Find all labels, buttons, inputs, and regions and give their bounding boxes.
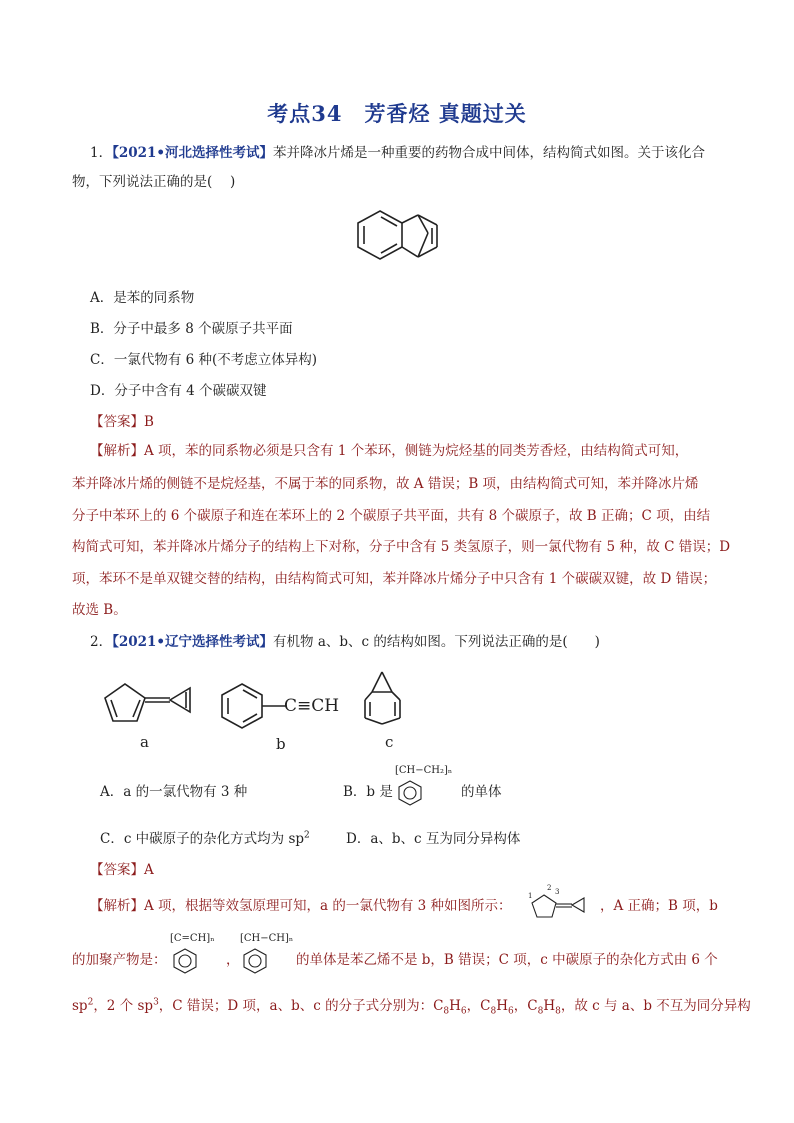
- q2-option-d: D．a、b、c 互为同分异构体: [346, 831, 521, 847]
- q2-explain-comma: ，: [226, 952, 240, 968]
- q2-number: 2．: [90, 634, 113, 650]
- q1-explain-line1: [90, 441, 688, 461]
- q2-answer: [90, 860, 154, 880]
- q2-explain-line2-pre: 的加聚产物是：: [72, 952, 167, 968]
- q2-label-b: b: [276, 735, 286, 753]
- q2-e3-c: ，C 错误；D 项，a、b、c 的分子式分别为：C: [158, 998, 444, 1014]
- q2-option-b-post: 的单体: [461, 784, 502, 800]
- q2-option-c-sup: 2: [304, 830, 310, 841]
- q2-structure-c: [360, 668, 420, 730]
- q2-e3-a-sup: 2: [87, 997, 94, 1008]
- q2-stem: [90, 632, 600, 652]
- q1-source-tag: 【2021•河北选择性考试】: [112, 145, 274, 161]
- q2-answer-label: 【答案】: [90, 862, 144, 878]
- q1-answer-label: 【答案】: [90, 414, 144, 430]
- q2-e3-a: sp: [72, 998, 88, 1014]
- q2-option-a: A．a 的一氯代物有 3 种: [100, 784, 248, 800]
- q2-polymer-1-ring: [172, 947, 198, 975]
- q2-stem-text: 有机物 a、b、c 的结构如图。下列说法正确的是( ): [273, 634, 600, 650]
- q1-option-d: D．分子中含有 4 个碳碳双键: [90, 383, 267, 399]
- q2-polymer-1-chain: [C=CH]ₙ: [170, 933, 215, 944]
- q2-source-tag: 【2021•辽宁选择性考试】: [112, 634, 274, 650]
- q2-formula-a-h-count: 6: [460, 1006, 467, 1017]
- q2-option-b-pre: B．b 是: [343, 784, 393, 800]
- q1-option-c: C．一氯代物有 6 种(不考虑立体异构): [90, 352, 318, 368]
- q2-e3-b: ，2 个 sp: [93, 998, 154, 1014]
- q2-explain-text-1: A 项，根据等效氢原理可知，a 的一氯代物有 3 种如图所示：: [144, 898, 512, 914]
- q1-explain-line3: 分子中苯环上的 6 个碳原子和连在苯环上的 2 个碳原子共平面，共有 8 个碳原子，故 B 正确；C 项，由结: [72, 508, 711, 524]
- q2-formula-b-h-count: 6: [508, 1006, 514, 1017]
- q2-formula-c-c-count: 8: [537, 1006, 544, 1017]
- q2-explain-polymer-2: [240, 933, 300, 981]
- q2-option-b-polymer: [395, 765, 459, 815]
- q1-number: 1．: [90, 145, 113, 161]
- q1-explain-text-1: A 项，苯的同系物必须是只含有 1 个苯环，侧链为烷烃基的同类芳香烃，由结构简式可知，: [144, 443, 689, 459]
- q2-structure-a: [100, 680, 210, 730]
- q1-answer: [90, 412, 154, 432]
- q2-explain-label: 【解析】: [90, 898, 144, 914]
- q1-option-b: B．分子中最多 8 个碳原子共平面: [90, 321, 293, 337]
- q2-label-a: a: [140, 733, 149, 751]
- q2-label-c: c: [385, 733, 394, 751]
- q2-inline-a-num1: 1: [528, 892, 533, 900]
- q1-explain-line5: 项，苯环不是单双键交替的结构，由结构简式可知，苯并降冰片烯分子中只含有 1 个碳碳双键，故 D 错误；: [72, 571, 717, 587]
- q2-formula-b-c-count: 8: [490, 1006, 497, 1017]
- q2-polymer-2-ring: [242, 947, 268, 975]
- q2-explain-line2-post: 的单体是苯乙烯不是 b，B 错误；C 项，c 中碳原子的杂化方式由 6 个: [296, 952, 718, 968]
- q2-e3-b-sup: 3: [153, 997, 159, 1008]
- q2-option-b-polymer-chain: [CH−CH₂]ₙ: [395, 765, 453, 776]
- q2-formula-c-h: H: [543, 998, 556, 1014]
- q2-option-b-polymer-ring: [397, 779, 423, 807]
- q2-option-b: [343, 782, 393, 802]
- q2-explain-inline-structure-a: [528, 884, 598, 920]
- q2-explain-line3: $sp^2$，2 个 $sp^3$，C 错误；D 项，a、b、c 的分子式分别为：$C_8H_6$，$C_8H_6$，$C_8H_8$，故 c 与 a、b 不互为同分异构: [72, 997, 751, 1017]
- q2-structure-b: [218, 680, 288, 734]
- q2-option-c: [100, 829, 310, 849]
- q2-inline-a-num3: 3: [555, 888, 560, 896]
- q2-formula-a-h: H: [449, 998, 461, 1014]
- q2-label-b-group: C≡CH: [284, 696, 340, 716]
- q2-option-c-text: C．c 中碳原子的杂化方式均为 sp: [100, 831, 305, 847]
- q2-explain-polymer-1: [170, 933, 230, 981]
- q2-polymer-2-chain: [CH−CH]ₙ: [240, 933, 294, 944]
- q1-explain-line4: 构简式可知，苯并降冰片烯分子的结构上下对称，分子中含有 5 类氢原子，则一氯代物有 5 种，故 C 错误；D: [72, 539, 731, 555]
- q1-explain-label: 【解析】: [90, 443, 144, 459]
- q2-formula-c-h-count: 8: [555, 1006, 561, 1017]
- q1-answer-value: B: [144, 414, 154, 430]
- q1-option-a: A．是苯的同系物: [90, 290, 195, 306]
- q2-formula-a-c-count: 8: [443, 1006, 450, 1017]
- q2-formula-b-h: H: [496, 998, 509, 1014]
- q2-answer-value: A: [144, 862, 154, 878]
- q2-explain-line1: [90, 896, 512, 916]
- q1-explain-line2: 苯并降冰片烯的侧链不是烷烃基，不属于苯的同系物，故 A 错误；B 项，由结构简式可知，苯并降冰片烯: [72, 476, 699, 492]
- q1-stem-line2: 物，下列说法正确的是( ): [72, 174, 236, 190]
- page-title: 考点34 芳香烃 真题过关: [267, 101, 527, 126]
- q2-inline-a-drawing: [528, 892, 598, 920]
- q2-e3-d: ，故 c 与 a、b 不互为同分异构: [560, 998, 751, 1014]
- q2-explain-line1-post: ，A 正确；B 项，b: [600, 898, 718, 914]
- q1-stem-text: 苯并降冰片烯是一种重要的药物合成中间体，结构简式如图。关于该化合: [273, 145, 706, 161]
- q1-explain-line6: 故选 B。: [72, 602, 127, 618]
- q2-inline-a-num2: 2: [547, 884, 552, 892]
- q1-stem-line1: [90, 143, 705, 163]
- q1-benzonorbornene-structure: [355, 205, 465, 273]
